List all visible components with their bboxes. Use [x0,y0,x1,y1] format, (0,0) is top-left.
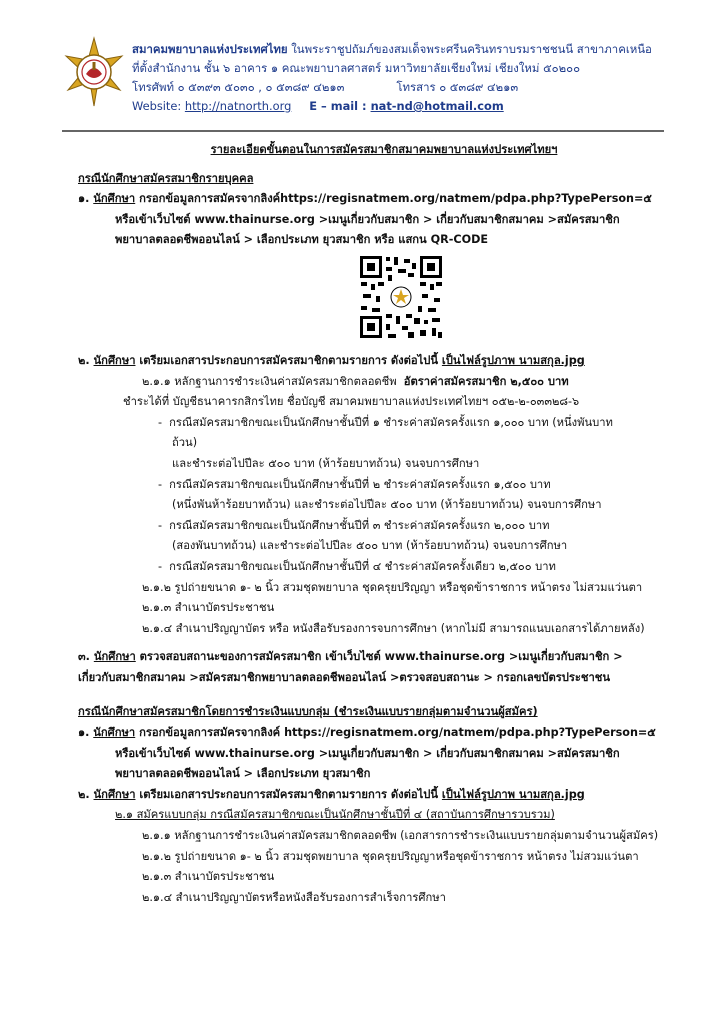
document-title: รายละเอียดขั้นตอนในการสมัครสมาชิกสมาคมพยาบาลแห่งประเทศไทยฯ [210,143,558,156]
individual-step-1-line-2: หรือเข้าเว็บไซต์ www.thainurse.org >เมนูเกี่ยวกับสมาชิก > เกี่ยวกับสมาชิกสมาคม >สมัครสมาชิก [115,212,620,226]
group-item-2-1-4: ๒.๑.๔ สำเนาปริญญาบัตรหรือหนังสือรับรองการสำเร็จการศึกษา [142,890,446,904]
group-step-1-line-3: พยาบาลตลอดชีพออนไลน์ > เลือกประเภท ยุวสมาชิก [115,767,371,781]
individual-step-3: ๓. นักศึกษา ตรวจสอบสถานะของการสมัครสมาชิก เข้าเว็บไซต์ www.thainurse.org >เมนูเกี่ยวกับสมาชิก > [78,650,623,664]
org-patronage: ในพระราชูปถัมภ์ของสมเด็จพระศรีนครินทราบรมราชชนนี สาขาภาคเหนือ [291,42,652,56]
letterhead [60,36,700,126]
individual-step-1-line-3: พยาบาลตลอดชีพออนไลน์ > เลือกประเภท ยุวสมาชิก หรือ แสกน QR-CODE [115,233,489,247]
website-label: Website: [132,99,182,113]
org-fax: โทรสาร ๐ ๕๓๘๙ ๔๒๑๓ [396,80,519,94]
email-label: E – mail : [309,99,367,113]
fee-year-4: - กรณีสมัครสมาชิกขณะเป็นนักศึกษาชั้นปีที่ ๔ ชำระค่าสมัครครั้งเดียว ๒,๕๐๐ บาท [158,559,556,573]
group-item-2-1-1: ๒.๑.๑ หลักฐานการชำระเงินค่าสมัครสมาชิกตลอดชีพ (เอกสารการชำระเงินแบบรายกลุ่มตามจำนวนผู้สมัคร) [142,829,659,843]
item-2-1-4: ๒.๑.๔ สำเนาปริญญาบัตร หรือ หนังสือรับรองการจบการศึกษา (หากไม่มี สามารถแนบเอกสารได้ภายหลัง) [142,621,645,635]
individual-step-2: ๒. นักศึกษา เตรียมเอกสารประกอบการสมัครสมาชิกตามรายการ ดังต่อไปนี้ เป็นไฟล์รูปภาพ นามสกุล.jpg [78,353,585,367]
document-body [78,136,690,908]
group-item-2-1-2: ๒.๑.๒ รูปถ่ายขนาด ๑- ๒ นิ้ว สวมชุดพยาบาล ชุดครุยปริญญาหรือชุดข้าราชการ หน้าตรง ไม่สวมแว่นตา [142,849,639,863]
group-item-2-1-3: ๒.๑.๓ สำเนาบัตรประชาชน [142,870,275,884]
fee-year-1-line-2: ถ้วน) [172,436,198,450]
fee-year-3-line-2: (สองพันบาทถ้วน) และชำระต่อไปปีละ ๕๐๐ บาท (ห้าร้อยบาทถ้วน) จนจบการศึกษา [172,539,568,553]
fee-year-3: - กรณีสมัครสมาชิกขณะเป็นนักศึกษาชั้นปีที่ ๓ ชำระค่าสมัครครั้งแรก ๒,๐๐๐ บาท [158,518,550,532]
org-name: สมาคมพยาบาลแห่งประเทศไทย [132,42,288,56]
individual-step-3-line-2: เกี่ยวกับสมาชิกสมาคม >สมัครสมาชิกพยาบาลตลอดชีพออนไลน์ >ตรวจสอบสถานะ > กรอกเลขบัตรประชาชน [78,670,611,684]
association-emblem-icon [60,36,128,108]
org-address: ที่ตั้งสำนักงาน ชั้น ๖ อาคาร ๑ คณะพยาบาลศาสตร์ มหาวิทยาลัยเชียงใหม่ เชียงใหม่ ๕๐๒๐๐ [132,61,581,75]
individual-heading: กรณีนักศึกษาสมัครสมาชิกรายบุคคล [78,171,254,185]
org-phone: โทรศัพท์ ๐ ๕๓๙๓ ๕๐๓๐ , ๐ ๕๓๘๙ ๔๒๑๓ [132,80,345,94]
item-2-1-1: ๒.๑.๑ หลักฐานการชำระเงินค่าสมัครสมาชิกตลอดชีพ อัตราค่าสมัครสมาชิก ๒,๕๐๐ บาท [142,374,569,388]
email-link[interactable]: nat-nd@hotmail.com [370,99,504,113]
bank-account-info: ชำระได้ที่ บัญชีธนาคารกสิกรไทย ชื่อบัญชี สมาคมพยาบาลแห่งประเทศไทยฯ ๐๕๒-๒-๐๓๓๒๘-๖ [123,395,580,409]
header-divider [62,130,664,132]
fee-year-2: - กรณีสมัครสมาชิกขณะเป็นนักศึกษาชั้นปีที่ ๒ ชำระค่าสมัครครั้งแรก ๑,๕๐๐ บาท [158,477,551,491]
website-link[interactable]: http://natnorth.org [184,99,292,113]
group-heading: กรณีนักศึกษาสมัครสมาชิกโดยการชำระเงินแบบกลุ่ม (ชำระเงินแบบรายกลุ่มตามจำนวนผู้สมัคร) [78,705,538,719]
fee-year-1-line-3: และชำระต่อไปปีละ ๕๐๐ บาท (ห้าร้อยบาทถ้วน) จนจบการศึกษา [172,456,480,470]
item-2-1-3: ๒.๑.๓ สำเนาบัตรประชาชน [142,601,275,615]
fee-year-2-line-2: (หนึ่งพันห้าร้อยบาทถ้วน) และชำระต่อไปปีละ ๕๐๐ บาท (ห้าร้อยบาทถ้วน) จนจบการศึกษา [172,498,602,512]
fee-year-1: - กรณีสมัครสมาชิกขณะเป็นนักศึกษาชั้นปีที่ ๑ ชำระค่าสมัครครั้งแรก ๑,๐๐๐ บาท (หนึ่งพันบาท [158,415,613,429]
group-step-1: ๑. นักศึกษา กรอกข้อมูลการสมัครจากลิงค์ https://regisnatmem.org/natmem/pdpa.php?TypePerson=๕ [78,726,656,740]
group-step-2: ๒. นักศึกษา เตรียมเอกสารประกอบการสมัครสมาชิกตามรายการ ดังต่อไปนี้ เป็นไฟล์รูปภาพ นามสกุล.jpg [78,787,585,801]
individual-step-1: ๑. นักศึกษา กรอกข้อมูลการสมัครจากลิงค์https://regisnatmem.org/natmem/pdpa.php?TypePerson=๕ [78,192,652,206]
group-step-1-line-2: หรือเข้าเว็บไซต์ www.thainurse.org >เมนูเกี่ยวกับสมาชิก > เกี่ยวกับสมาชิกสมาคม >สมัครสมาชิก [115,746,620,760]
group-sub-2-1: ๒.๑ สมัครแบบกลุ่ม กรณีสมัครสมาชิกขณะเป็นนักศึกษาชั้นปีที่ ๔ (สถาบันการศึกษารวบรวม) [115,808,555,822]
qr-code-icon[interactable] [358,254,444,340]
item-2-1-2: ๒.๑.๒ รูปถ่ายขนาด ๑- ๒ นิ้ว สวมชุดพยาบาล ชุดครุยปริญญา หรือชุดข้าราชการ หน้าตรง ไม่สวมแว่นตา [142,580,643,594]
